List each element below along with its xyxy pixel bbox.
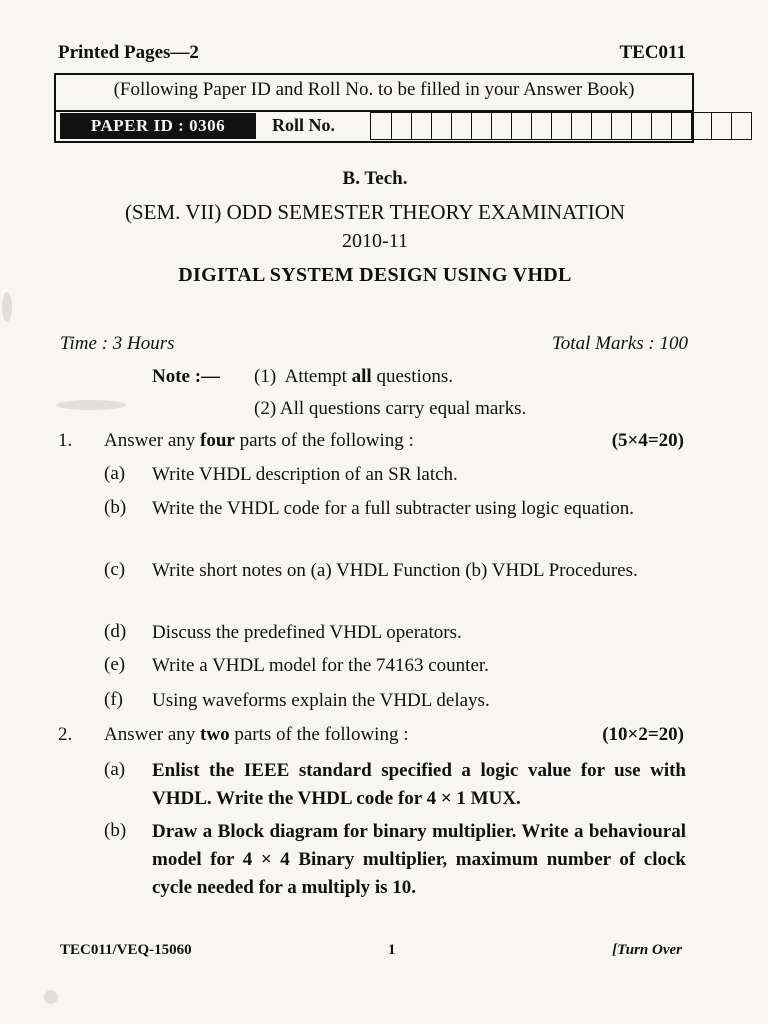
roll-no-cell — [471, 113, 491, 139]
roll-no-cell — [551, 113, 571, 139]
note-label: Note :— — [152, 366, 221, 387]
roll-no-cell — [391, 113, 411, 139]
part-text: Write VHDL description of an SR latch. — [152, 464, 458, 485]
roll-no-cell — [451, 113, 471, 139]
question-text: Answer any — [104, 430, 201, 451]
question-emphasis: four — [200, 430, 235, 451]
part-label: (c) — [104, 559, 126, 580]
roll-no-cell — [611, 113, 631, 139]
question-instruction — [104, 430, 414, 452]
question-number: 2. — [58, 724, 73, 745]
roll-no-label: Roll No. — [272, 115, 335, 135]
question-text: parts of the following : — [229, 724, 409, 745]
paper-code: TEC011 — [619, 42, 686, 63]
question-number: 1. — [58, 430, 73, 451]
part-label: (f) — [104, 689, 123, 710]
roll-no-cell — [531, 113, 551, 139]
part-text: Discuss the predefined VHDL operators. — [152, 622, 462, 643]
roll-no-cell — [491, 113, 511, 139]
id-box-instruction: (Following Paper ID and Roll No. to be filled in your Answer Book) — [113, 79, 635, 100]
part-label: (b) — [104, 820, 127, 841]
question-marks: (5×4=20) — [611, 430, 684, 451]
note-text: questions. — [371, 366, 453, 387]
turn-over: [Turn Over — [612, 942, 682, 958]
roll-no-cell — [571, 113, 591, 139]
scan-smudge — [44, 990, 58, 1004]
exam-year: 2010-11 — [342, 230, 408, 252]
roll-no-cell — [371, 113, 391, 139]
part-text: Write short notes on (a) VHDL Function (b) VHDL Procedures. — [152, 560, 638, 581]
note-emphasis: all — [351, 366, 372, 387]
question-instruction — [104, 724, 408, 746]
roll-no-cell — [711, 113, 731, 139]
roll-no-cell — [431, 113, 451, 139]
note-text: Attempt — [284, 366, 352, 387]
roll-no-cell — [651, 113, 671, 139]
note-number: (1) — [254, 366, 277, 387]
part-label: (d) — [104, 621, 127, 642]
question-text: parts of the following : — [234, 430, 414, 451]
question-text: Answer any — [104, 724, 201, 745]
part-text: Write the VHDL code for a full subtracter using logic equation. — [152, 498, 635, 519]
part-label: (b) — [104, 497, 127, 518]
note-item-2: (2) All questions carry equal marks. — [254, 398, 527, 419]
roll-no-cell — [691, 113, 711, 139]
roll-no-cell — [511, 113, 531, 139]
part-label: (a) — [104, 463, 126, 484]
paper-id-box — [54, 73, 694, 143]
part-text: Draw a Block diagram for binary multiplier. Write a behavioural model for 4 × 4 Binary multiplier, maximum number of clock cycle needed for a multiply is 10. — [152, 821, 686, 898]
part-text: Enlist the IEEE standard specified a logic value for use with VHDL. Write the VHDL code for 4 × 1 MUX. — [152, 760, 686, 809]
exam-title: (SEM. VII) ODD SEMESTER THEORY EXAMINATION — [124, 200, 626, 224]
question-marks: (10×2=20) — [602, 724, 684, 745]
roll-no-cell — [671, 113, 691, 139]
time-allowed: Time : 3 Hours — [60, 333, 175, 354]
part-label: (e) — [104, 654, 126, 675]
scan-smudge — [2, 292, 12, 322]
page-number: 1 — [388, 942, 396, 958]
question-emphasis: two — [200, 724, 230, 745]
total-marks: Total Marks : 100 — [551, 333, 688, 354]
scan-smudge — [56, 400, 126, 410]
note-item-1 — [254, 366, 453, 388]
part-text: Write a VHDL model for the 74163 counter. — [152, 655, 489, 676]
roll-no-boxes — [370, 112, 752, 140]
part-text: Using waveforms explain the VHDL delays. — [152, 690, 490, 711]
degree-title: B. Tech. — [342, 168, 408, 189]
roll-no-cell — [591, 113, 611, 139]
paper-id-label: PAPER ID : 0306 — [60, 113, 256, 139]
footer-code: TEC011/VEQ-15060 — [60, 942, 192, 958]
roll-no-cell — [731, 113, 751, 139]
subject-title: DIGITAL SYSTEM DESIGN USING VHDL — [178, 264, 572, 286]
printed-pages: Printed Pages—2 — [58, 42, 199, 63]
part-label: (a) — [104, 759, 126, 780]
roll-no-cell — [631, 113, 651, 139]
roll-no-cell — [411, 113, 431, 139]
